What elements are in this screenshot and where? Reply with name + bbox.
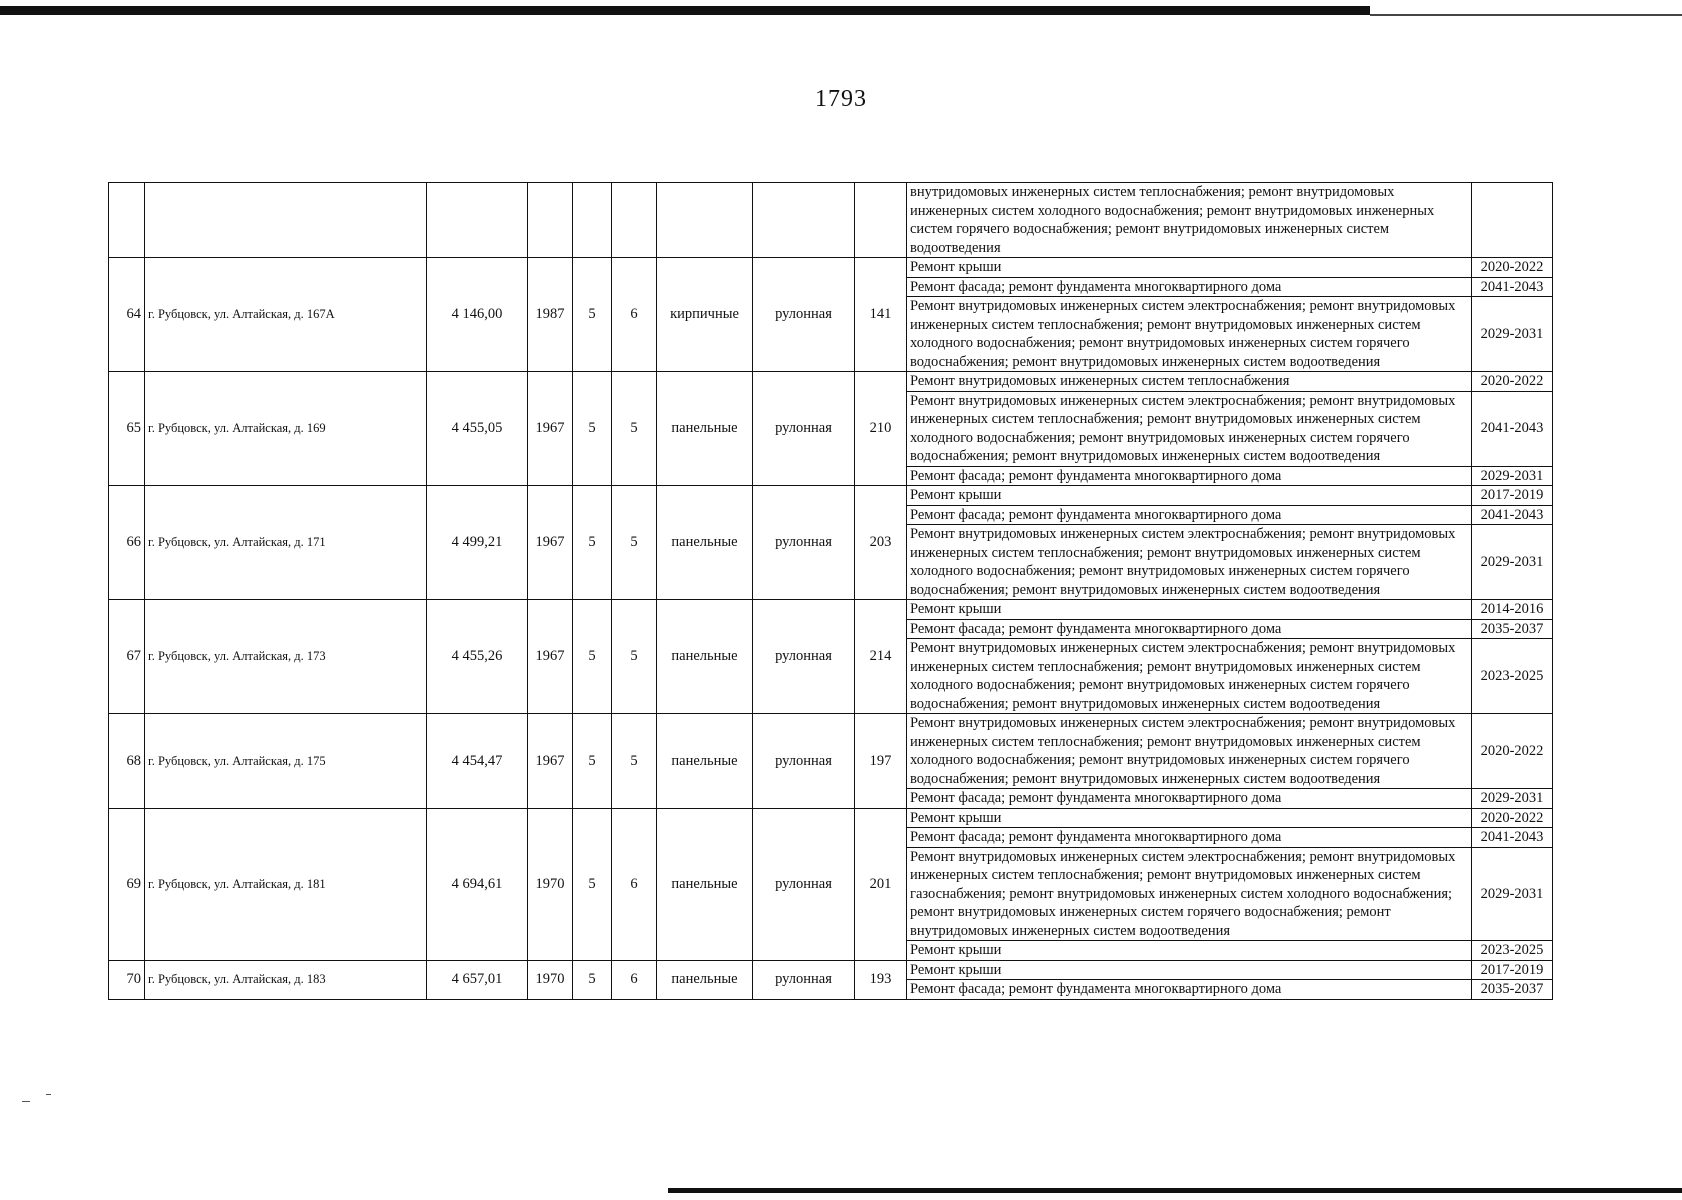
total-area: 4 455,26	[427, 600, 528, 714]
work-period: 2029-2031	[1472, 297, 1553, 372]
floors-count: 5	[573, 808, 612, 960]
table-row	[109, 258, 1553, 278]
work-period: 2041-2043	[1472, 277, 1553, 297]
scan-speck	[22, 1101, 30, 1102]
entrances-count: 5	[612, 600, 657, 714]
work-description: Ремонт фасада; ремонт фундамента многоквартирного дома	[907, 828, 1472, 848]
work-period: 2020-2022	[1472, 258, 1553, 278]
work-description: Ремонт крыши	[907, 486, 1472, 506]
work-description: Ремонт фасада; ремонт фундамента многоквартирного дома	[907, 505, 1472, 525]
scan-speck	[46, 1094, 51, 1095]
work-description: Ремонт фасада; ремонт фундамента многоквартирного дома	[907, 980, 1472, 1000]
total-area: 4 455,05	[427, 372, 528, 486]
residents-count: 197	[855, 714, 907, 809]
table-row	[109, 600, 1553, 620]
work-description: Ремонт крыши	[907, 960, 1472, 980]
entrances-count: 6	[612, 960, 657, 999]
work-period: 2029-2031	[1472, 525, 1553, 600]
address: г. Рубцовск, ул. Алтайская, д. 169	[145, 372, 427, 486]
work-description: Ремонт крыши	[907, 600, 1472, 620]
address: г. Рубцовск, ул. Алтайская, д. 181	[145, 808, 427, 960]
work-description: Ремонт крыши	[907, 808, 1472, 828]
work-description: Ремонт фасада; ремонт фундамента многоквартирного дома	[907, 277, 1472, 297]
work-description: Ремонт крыши	[907, 258, 1472, 278]
work-period: 2017-2019	[1472, 960, 1553, 980]
work-description: Ремонт внутридомовых инженерных систем электроснабжения; ремонт внутридомовых инженерных систем теплоснабжения; ремонт внутридомовых инженерных систем холодного водоснабжения; ремонт внутридомовых инженерных систем горячего водоснабжения; ремонт внутридомовых инженерных систем водоотведения	[907, 639, 1472, 714]
work-description: Ремонт фасада; ремонт фундамента многоквартирного дома	[907, 789, 1472, 809]
residents-count: 214	[855, 600, 907, 714]
address: г. Рубцовск, ул. Алтайская, д. 167А	[145, 258, 427, 372]
roof-type: рулонная	[753, 258, 855, 372]
work-period: 2023-2025	[1472, 941, 1553, 961]
table-row	[109, 808, 1553, 828]
roof-type: рулонная	[753, 714, 855, 809]
work-period: 2029-2031	[1472, 789, 1553, 809]
table-row	[109, 372, 1553, 392]
work-description: Ремонт внутридомовых инженерных систем электроснабжения; ремонт внутридомовых инженерных систем теплоснабжения; ремонт внутридомовых инженерных систем холодного водоснабжения; ремонт внутридомовых инженерных систем горячего водоснабжения; ремонт внутридомовых инженерных систем водоотведения	[907, 391, 1472, 466]
wall-material: панельные	[657, 600, 753, 714]
residents-count: 193	[855, 960, 907, 999]
total-area: 4 657,01	[427, 960, 528, 999]
floors-count: 5	[573, 960, 612, 999]
work-period: 2035-2037	[1472, 980, 1553, 1000]
work-period: 2029-2031	[1472, 466, 1553, 486]
repair-schedule-table	[108, 182, 1553, 1000]
table-row	[109, 714, 1553, 789]
row-number: 66	[109, 486, 145, 600]
build-year: 1970	[528, 960, 573, 999]
entrances-count: 5	[612, 372, 657, 486]
work-description: Ремонт внутридомовых инженерных систем электроснабжения; ремонт внутридомовых инженерных систем теплоснабжения; ремонт внутридомовых инженерных систем газоснабжения; ремонт внутридомовых инженерных систем холодного водоснабжения; ремонт внутридомовых инженерных систем горячего водоснабжения; ремонт внутридомовых инженерных систем водоотведения	[907, 847, 1472, 941]
roof-type: рулонная	[753, 372, 855, 486]
row-number: 67	[109, 600, 145, 714]
wall-material: панельные	[657, 960, 753, 999]
build-year: 1967	[528, 714, 573, 809]
work-description: Ремонт внутридомовых инженерных систем электроснабжения; ремонт внутридомовых инженерных систем теплоснабжения; ремонт внутридомовых инженерных систем холодного водоснабжения; ремонт внутридомовых инженерных систем горячего водоснабжения; ремонт внутридомовых инженерных систем водоотведения	[907, 525, 1472, 600]
work-period: 2017-2019	[1472, 486, 1553, 506]
roof-type: рулонная	[753, 960, 855, 999]
table-row	[109, 960, 1553, 980]
wall-material: кирпичные	[657, 258, 753, 372]
wall-material: панельные	[657, 486, 753, 600]
residents-count: 141	[855, 258, 907, 372]
entrances-count: 6	[612, 808, 657, 960]
wall-material: панельные	[657, 714, 753, 809]
entrances-count: 5	[612, 486, 657, 600]
address: г. Рубцовск, ул. Алтайская, д. 175	[145, 714, 427, 809]
work-period: 2020-2022	[1472, 372, 1553, 392]
build-year: 1967	[528, 600, 573, 714]
scan-border-top-thin	[1370, 14, 1682, 16]
total-area: 4 499,21	[427, 486, 528, 600]
floors-count: 5	[573, 372, 612, 486]
work-description: Ремонт внутридомовых инженерных систем электроснабжения; ремонт внутридомовых инженерных систем теплоснабжения; ремонт внутридомовых инженерных систем холодного водоснабжения; ремонт внутридомовых инженерных систем горячего водоснабжения; ремонт внутридомовых инженерных систем водоотведения	[907, 297, 1472, 372]
floors-count: 5	[573, 258, 612, 372]
roof-type: рулонная	[753, 808, 855, 960]
address: г. Рубцовск, ул. Алтайская, д. 173	[145, 600, 427, 714]
work-period: 2035-2037	[1472, 619, 1553, 639]
work-period: 2041-2043	[1472, 391, 1553, 466]
work-period: 2041-2043	[1472, 505, 1553, 525]
work-description: Ремонт крыши	[907, 941, 1472, 961]
continuation-row	[109, 183, 1553, 258]
roof-type: рулонная	[753, 600, 855, 714]
build-year: 1987	[528, 258, 573, 372]
work-description: Ремонт внутридомовых инженерных систем теплоснабжения	[907, 372, 1472, 392]
address: г. Рубцовск, ул. Алтайская, д. 183	[145, 960, 427, 999]
work-description: Ремонт фасада; ремонт фундамента многоквартирного дома	[907, 619, 1472, 639]
floors-count: 5	[573, 486, 612, 600]
work-period: 2020-2022	[1472, 808, 1553, 828]
row-number: 68	[109, 714, 145, 809]
row-number: 69	[109, 808, 145, 960]
work-period: 2020-2022	[1472, 714, 1553, 789]
entrances-count: 6	[612, 258, 657, 372]
total-area: 4 694,61	[427, 808, 528, 960]
work-period: 2041-2043	[1472, 828, 1553, 848]
wall-material: панельные	[657, 372, 753, 486]
wall-material: панельные	[657, 808, 753, 960]
work-description: внутридомовых инженерных систем теплоснабжения; ремонт внутридомовых инженерных систем холодного водоснабжения; ремонт внутридомовых инженерных систем горячего водоснабжения; ремонт внутридомовых инженерных систем водоотведения	[907, 183, 1472, 258]
address: г. Рубцовск, ул. Алтайская, д. 171	[145, 486, 427, 600]
work-period: 2023-2025	[1472, 639, 1553, 714]
residents-count: 203	[855, 486, 907, 600]
total-area: 4 146,00	[427, 258, 528, 372]
table-row	[109, 486, 1553, 506]
work-description: Ремонт внутридомовых инженерных систем электроснабжения; ремонт внутридомовых инженерных систем теплоснабжения; ремонт внутридомовых инженерных систем холодного водоснабжения; ремонт внутридомовых инженерных систем горячего водоснабжения; ремонт внутридомовых инженерных систем водоотведения	[907, 714, 1472, 789]
row-number: 64	[109, 258, 145, 372]
entrances-count: 5	[612, 714, 657, 809]
build-year: 1967	[528, 486, 573, 600]
residents-count: 210	[855, 372, 907, 486]
build-year: 1970	[528, 808, 573, 960]
floors-count: 5	[573, 714, 612, 809]
build-year: 1967	[528, 372, 573, 486]
row-number: 65	[109, 372, 145, 486]
scan-border-bottom	[668, 1188, 1682, 1193]
work-period	[1472, 183, 1553, 258]
work-description: Ремонт фасада; ремонт фундамента многоквартирного дома	[907, 466, 1472, 486]
work-period: 2014-2016	[1472, 600, 1553, 620]
roof-type: рулонная	[753, 486, 855, 600]
floors-count: 5	[573, 600, 612, 714]
total-area: 4 454,47	[427, 714, 528, 809]
residents-count: 201	[855, 808, 907, 960]
row-number: 70	[109, 960, 145, 999]
scan-border-top	[0, 6, 1370, 15]
work-period: 2029-2031	[1472, 847, 1553, 941]
page-number: 1793	[815, 86, 867, 112]
